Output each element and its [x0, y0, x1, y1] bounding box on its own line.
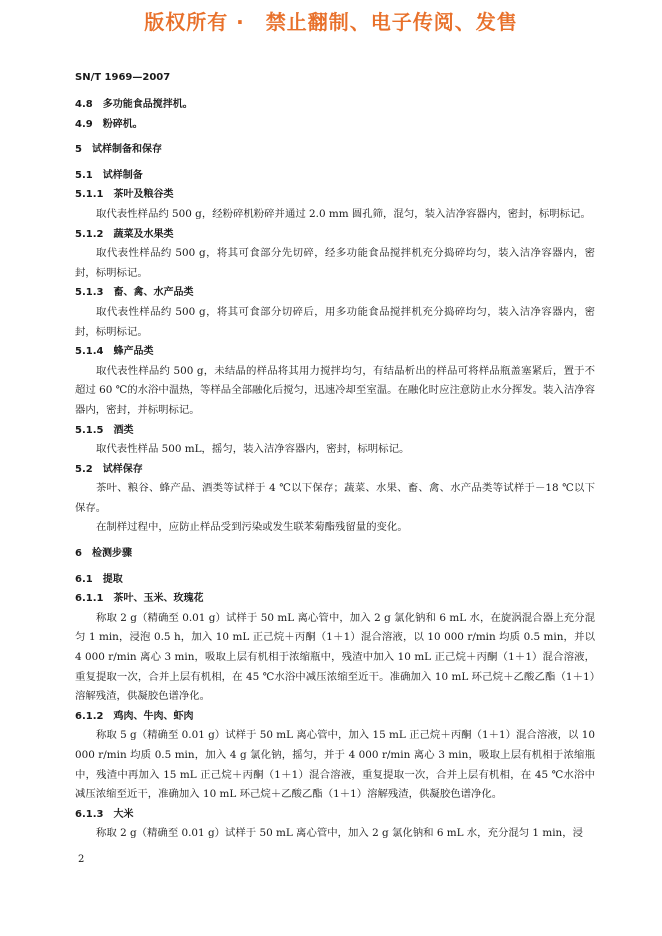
watermark-banner: 版权所有 · 禁止翻制、电子传阅、发售	[144, 10, 518, 34]
section-heading: 5.1 试样制备	[75, 169, 143, 181]
section-heading: 6.1.3 大米	[75, 808, 134, 820]
paragraph: 取代表性样品约 500 g，将其可食部分切碎后，用多功能食品搅拌机充分捣碎均匀，装入洁净容器内，密封，标明标记。	[75, 305, 595, 338]
standard-code: SN/T 1969—2007	[75, 72, 171, 83]
section-heading: 6.1.2 鸡肉、牛肉、虾肉	[75, 710, 194, 722]
section-heading: 5.1.1 茶叶及粮谷类	[75, 189, 174, 201]
section-heading: 4.9 粉碎机。	[75, 118, 143, 130]
paragraph: 茶叶、粮谷、蜂产品、酒类等试样于 4 ℃以下保存；蔬菜、水果、畜、禽、水产品类等试样于－18 ℃以下保存。	[75, 482, 595, 514]
section-heading: 5.1.4 蜂产品类	[75, 346, 154, 358]
section-heading: 4.8 多功能食品搅拌机。	[75, 99, 193, 110]
paragraph: 取代表性样品 500 mL，摇匀，装入洁净容器内，密封，标明标记。	[96, 443, 410, 456]
document-body	[75, 95, 595, 844]
paragraph: 取代表性样品约 500 g，将其可食部分先切碎，经多功能食品搅拌机充分捣碎均匀，装入洁净容器内，密封，标明标记。	[75, 247, 595, 279]
page-number: 2	[78, 854, 85, 865]
section-heading: 5 试样制备和保存	[75, 144, 162, 156]
section-heading: 5.1.3 畜、禽、水产品类	[75, 287, 194, 299]
paragraph: 称取 2 g（精确至 0.01 g）试样于 50 mL 离心管中，加入 2 g 氯化钠和 6 mL 水，充分混匀 1 min，浸	[96, 827, 583, 840]
paragraph: 称取 5 g（精确至 0.01 g）试样于 50 mL 离心管中，加入 15 mL 正己烷＋丙酮（1＋1）混合溶液，以 10 000 r/min 均质 0.5 min，加入 4 g 氯化钠，摇匀，并于 4 000 r/min 离心 3 min，吸取上层有机相于浓缩瓶中，残渣中再加入 15 mL 正己烷＋丙酮（1＋1）混合溶液，重复提取一次，合并上层有机相，在 45 ℃水浴中减压浓缩至近干，准确加入 10 mL 环己烷＋乙酸乙酯（1＋1）溶解残渣，供凝胶色谱净化。	[75, 729, 595, 801]
paragraph: 在制样过程中，应防止样品受到污染或发生联苯菊酯残留量的变化。	[96, 521, 408, 534]
paragraph: 取代表性样品约 500 g，经粉碎机粉碎并通过 2.0 mm 圆孔筛，混匀，装入洁净容器内，密封，标明标记。	[96, 207, 591, 220]
section-heading: 5.1.5 酒类	[75, 424, 134, 436]
section-heading: 6 检测步骤	[75, 548, 132, 560]
section-heading: 6.1.1 茶叶、玉米、玫瑰花	[75, 593, 204, 605]
section-heading: 5.2 试样保存	[75, 463, 143, 475]
section-heading: 6.1 提取	[75, 573, 123, 585]
paragraph: 称取 2 g（精确至 0.01 g）试样于 50 mL 离心管中，加入 2 g 氯化钠和 6 mL 水，在旋涡混合器上充分混匀 1 min，浸泡 0.5 h，加入 10 mL 正己烷＋丙酮（1＋1）混合溶液，以 10 000 r/min 均质 0.5 min，并以 4 000 r/min 离心 3 min，吸取上层有机相于浓缩瓶中，残渣中加入 10 mL 正己烷＋丙酮（1＋1）混合溶液，重复提取一次，合并上层有机相，在 45 ℃水浴中减压浓缩至近干。准确加入 10 mL 环己烷＋乙酸乙酯（1＋1）溶解残渣，供凝胶色谱净化。	[75, 611, 595, 703]
section-heading: 5.1.2 蔬菜及水果类	[75, 228, 174, 240]
paragraph: 取代表性样品约 500 g，未结晶的样品将其用力搅拌均匀，有结晶析出的样品可将样品瓶盖塞紧后，置于不超过 60 ℃的水浴中温热，等样品全部融化后搅匀，迅速冷却至室温。在融化时应注意防止水分挥发。装入洁净容器内，密封，并标明标记。	[75, 364, 595, 416]
